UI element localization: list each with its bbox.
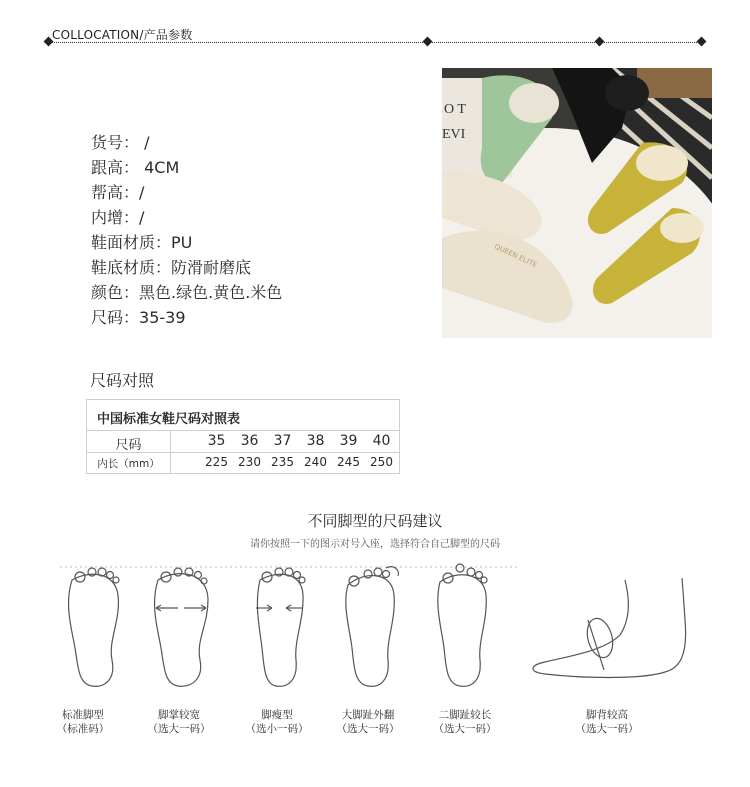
size-chart-table	[86, 399, 400, 474]
foot-type-advice: （选大一码）	[433, 723, 497, 735]
foot-type-name: 二脚趾较长	[438, 709, 492, 721]
param-label: 货号：	[91, 133, 140, 152]
svg-text:QUEEN ELITE: QUEEN ELITE	[493, 242, 539, 270]
length-cell: 225	[205, 455, 228, 469]
size-row	[200, 433, 398, 449]
size-cell: 36	[240, 433, 259, 449]
foot-type-advice: （选大一码）	[336, 723, 400, 735]
diamond-icon	[423, 37, 433, 47]
product-photo	[442, 68, 712, 338]
param-value: /	[139, 183, 145, 202]
param-value: 35-39	[139, 308, 186, 327]
foot-shapes	[0, 560, 750, 700]
param-label: 尺码：	[91, 308, 140, 327]
length-cell: 240	[304, 455, 327, 469]
param-value: 4CM	[139, 158, 180, 177]
section-header	[45, 24, 705, 54]
svg-text:O T: O T	[444, 102, 466, 117]
table-divider	[87, 430, 399, 431]
size-section-title: 尺码对照	[90, 371, 155, 390]
param-label: 内增：	[91, 208, 140, 227]
length-cell: 235	[271, 455, 294, 469]
param-value: /	[139, 133, 150, 152]
size-cell: 38	[306, 433, 325, 449]
foot-label-standard	[28, 708, 138, 736]
param-upper-height	[91, 180, 282, 205]
size-cell: 37	[273, 433, 292, 449]
foot-type-name: 大脚趾外翻	[341, 709, 395, 721]
row-label-size: 尺码	[115, 438, 142, 453]
foot-high-instep-icon	[533, 578, 686, 678]
foot-label-wide	[124, 708, 234, 736]
foot-section-subtitle: 请你按照一下的图示对号入座，选择符合自己脚型的尺码	[250, 539, 500, 550]
param-sole-material	[91, 255, 282, 280]
length-row	[200, 455, 398, 469]
foot-type-name: 脚瘦型	[261, 709, 293, 721]
param-upper-material	[91, 230, 282, 255]
param-label: 颜色：	[91, 283, 140, 302]
foot-thin-icon	[256, 568, 305, 686]
svg-text:EVI: EVI	[442, 127, 466, 142]
foot-type-name: 标准脚型	[62, 709, 104, 721]
param-value: 防滑耐磨底	[171, 258, 252, 277]
foot-label-second-toe	[410, 708, 520, 736]
foot-type-advice: （选小一码）	[245, 723, 309, 735]
foot-type-name: 脚掌较宽	[158, 709, 200, 721]
length-cell: 230	[238, 455, 261, 469]
foot-type-advice: （选大一码）	[147, 723, 211, 735]
foot-type-advice: （标准码）	[56, 723, 110, 735]
foot-wide-icon	[155, 568, 208, 686]
param-item-code	[91, 130, 282, 155]
param-label: 帮高：	[91, 183, 140, 202]
foot-section-title: 不同脚型的尺码建议	[307, 512, 443, 530]
param-value: PU	[171, 233, 193, 252]
param-label: 鞋面材质：	[91, 233, 172, 252]
row-label-length: 内长（mm）	[97, 458, 160, 470]
foot-long-second-toe-icon	[438, 564, 487, 686]
length-cell: 245	[337, 455, 360, 469]
table-divider	[170, 430, 171, 473]
param-inner-increase	[91, 205, 282, 230]
param-sizes	[91, 305, 282, 330]
foot-label-bunion	[313, 708, 423, 736]
foot-label-high-instep	[552, 708, 662, 736]
param-value: 黑色.绿色.黄色.米色	[139, 283, 283, 302]
shoes-illustration	[442, 68, 712, 338]
diamond-icon	[595, 37, 605, 47]
param-value: /	[139, 208, 145, 227]
param-label: 跟高：	[91, 158, 140, 177]
length-cell: 250	[370, 455, 393, 469]
size-cell: 39	[339, 433, 358, 449]
param-colors	[91, 280, 282, 305]
foot-bunion-icon	[346, 567, 399, 687]
foot-type-name: 脚背较高	[586, 709, 628, 721]
header-title: COLLOCATION/产品参数	[52, 28, 193, 42]
foot-diagrams	[0, 560, 750, 700]
table-title: 中国标准女鞋尺码对照表	[97, 412, 241, 427]
size-cell: 35	[207, 433, 226, 449]
param-label: 鞋底材质：	[91, 258, 172, 277]
foot-type-advice: （选大一码）	[575, 723, 639, 735]
diamond-icon	[697, 37, 707, 47]
size-cell: 40	[372, 433, 391, 449]
foot-standard-icon	[69, 568, 119, 686]
product-params	[91, 130, 282, 330]
param-heel-height	[91, 155, 282, 180]
